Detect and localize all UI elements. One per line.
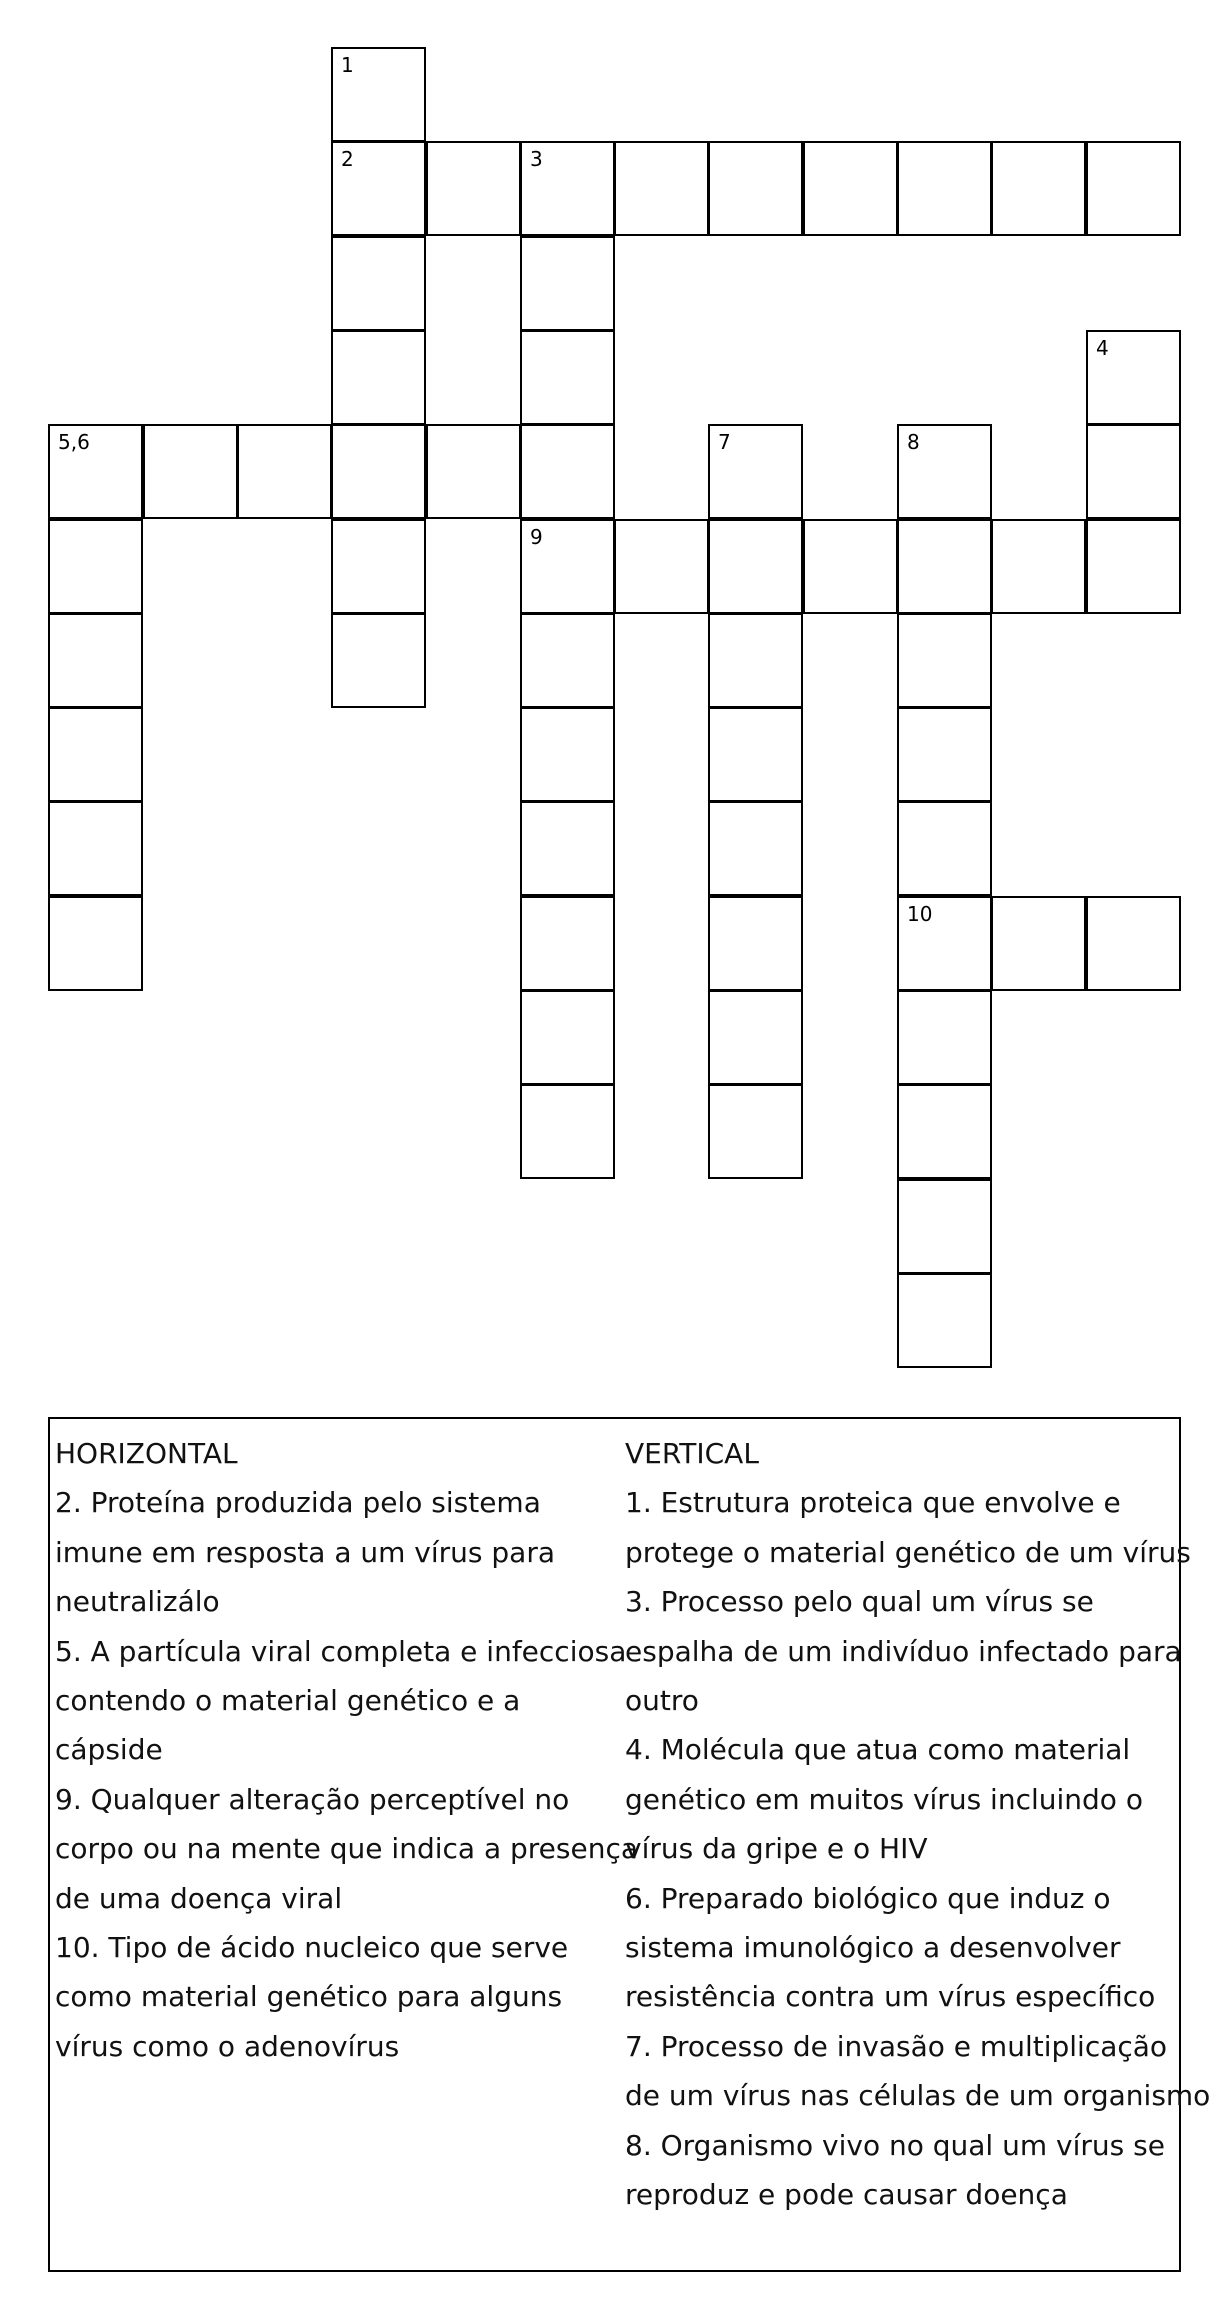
crossword-cell[interactable]	[803, 141, 898, 236]
horizontal-heading: HORIZONTAL	[55, 1437, 238, 1470]
clue-number: 5,6	[58, 430, 90, 454]
horizontal-clue-line: 2. Proteína produzida pelo sistema	[55, 1486, 541, 1520]
crossword-cell[interactable]	[897, 424, 992, 519]
crossword-cell[interactable]	[48, 707, 143, 802]
crossword-cell[interactable]	[520, 707, 615, 802]
crossword-cell[interactable]	[708, 801, 803, 896]
vertical-clue-line: genético em muitos vírus incluindo o	[625, 1782, 1143, 1816]
clue-number: 4	[1096, 336, 1109, 360]
vertical-clue-line: protege o material genético de um vírus	[625, 1535, 1191, 1569]
crossword-cell[interactable]	[331, 47, 426, 142]
crossword-cell[interactable]	[48, 896, 143, 991]
crossword-cell[interactable]	[897, 613, 992, 708]
crossword-cell[interactable]	[708, 1084, 803, 1179]
vertical-clue-line: resistência contra um vírus específico	[625, 1980, 1156, 2014]
clue-number: 1	[341, 53, 354, 77]
horizontal-clue-line: 10. Tipo de ácido nucleico que serve	[55, 1931, 569, 1965]
horizontal-clue-line: de uma doença viral	[55, 1881, 343, 1915]
crossword-cell[interactable]	[331, 330, 426, 425]
crossword-cell[interactable]	[331, 424, 426, 519]
clue-number: 9	[530, 525, 543, 549]
crossword-cell[interactable]	[426, 141, 521, 236]
clue-number: 3	[530, 147, 543, 171]
crossword-cell[interactable]	[48, 424, 143, 519]
crossword-cell[interactable]	[991, 141, 1086, 236]
crossword-cell[interactable]	[48, 519, 143, 614]
vertical-heading: VERTICAL	[625, 1437, 759, 1470]
vertical-clue-line: 6. Preparado biológico que induz o	[625, 1881, 1111, 1915]
crossword-cell[interactable]	[520, 1084, 615, 1179]
horizontal-clue-line: imune em resposta a um vírus para	[55, 1535, 555, 1569]
crossword-cell[interactable]	[614, 519, 709, 614]
vertical-clue-line: sistema imunológico a desenvolver	[625, 1931, 1121, 1965]
crossword-cell[interactable]	[897, 1273, 992, 1368]
crossword-cell[interactable]	[897, 519, 992, 614]
vertical-clue-line: 4. Molécula que atua como material	[625, 1733, 1131, 1767]
horizontal-clues	[55, 1429, 639, 2071]
crossword-cell[interactable]	[897, 896, 992, 991]
crossword-cell[interactable]	[897, 1084, 992, 1179]
crossword-cell[interactable]	[48, 801, 143, 896]
crossword-cell[interactable]	[520, 141, 615, 236]
clues-box	[48, 1417, 1211, 2272]
crossword-cell[interactable]	[897, 990, 992, 1085]
clue-number: 2	[341, 147, 354, 171]
crossword-cell[interactable]	[520, 519, 615, 614]
vertical-clue-line: espalha de um indivíduo infectado para	[625, 1634, 1182, 1668]
clue-number: 7	[718, 430, 731, 454]
crossword-cell[interactable]	[708, 707, 803, 802]
crossword-cell[interactable]	[708, 519, 803, 614]
horizontal-clue-line: corpo ou na mente que indica a presença	[55, 1832, 639, 1866]
horizontal-clue-line: 5. A partícula viral completa e infecciosa	[55, 1634, 627, 1668]
crossword-cell[interactable]	[520, 990, 615, 1085]
crossword-cell[interactable]	[708, 990, 803, 1085]
vertical-clue-line: outro	[625, 1684, 699, 1718]
crossword-cell[interactable]	[237, 424, 332, 519]
horizontal-clue-line: contendo o material genético e a	[55, 1684, 521, 1718]
crossword-cell[interactable]	[1086, 330, 1181, 425]
vertical-clue-line: 7. Processo de invasão e multiplicação	[625, 2029, 1168, 2063]
crossword-cell[interactable]	[897, 141, 992, 236]
crossword-cell[interactable]	[991, 519, 1086, 614]
clue-number: 10	[907, 902, 933, 926]
crossword-cell[interactable]	[520, 801, 615, 896]
vertical-clue-line: vírus da gripe e o HIV	[625, 1832, 928, 1866]
crossword-cell[interactable]	[331, 236, 426, 331]
clue-number: 8	[907, 430, 920, 454]
crossword-cell[interactable]	[520, 613, 615, 708]
horizontal-clue-line: 9. Qualquer alteração perceptível no	[55, 1782, 570, 1816]
crossword-cell[interactable]	[991, 896, 1086, 991]
vertical-clue-line: de um vírus nas células de um organismo	[625, 2079, 1211, 2113]
crossword-cell[interactable]	[520, 896, 615, 991]
horizontal-clue-line: como material genético para alguns	[55, 1980, 563, 2014]
vertical-clues	[625, 1429, 1211, 2220]
crossword-cell[interactable]	[331, 613, 426, 708]
vertical-clue-line: 8. Organismo vivo no qual um vírus se	[625, 2128, 1165, 2162]
crossword-cell[interactable]	[520, 424, 615, 519]
crossword-cell[interactable]	[520, 330, 615, 425]
horizontal-clue-line: neutralizálo	[55, 1585, 220, 1619]
crossword-cell[interactable]	[708, 613, 803, 708]
vertical-clue-line: 1. Estrutura proteica que envolve e	[625, 1486, 1121, 1520]
crossword-cell[interactable]	[48, 613, 143, 708]
crossword-cell[interactable]	[803, 519, 898, 614]
horizontal-clue-line: cápside	[55, 1733, 163, 1767]
crossword-cell[interactable]	[708, 141, 803, 236]
horizontal-clue-line: vírus como o adenovírus	[55, 2029, 400, 2063]
crossword-cell[interactable]	[331, 141, 426, 236]
crossword-cell[interactable]	[1086, 141, 1181, 236]
crossword-cell[interactable]	[520, 236, 615, 331]
crossword-cell[interactable]	[1086, 896, 1181, 991]
crossword-cell[interactable]	[897, 707, 992, 802]
crossword-cell[interactable]	[708, 424, 803, 519]
crossword-cell[interactable]	[614, 141, 709, 236]
crossword-cell[interactable]	[897, 1179, 992, 1274]
crossword-cell[interactable]	[1086, 424, 1181, 519]
vertical-clue-line: 3. Processo pelo qual um vírus se	[625, 1585, 1094, 1619]
vertical-clue-line: reproduz e pode causar doença	[625, 2178, 1068, 2212]
crossword-cell[interactable]	[708, 896, 803, 991]
crossword-cell[interactable]	[143, 424, 238, 519]
crossword-cell[interactable]	[426, 424, 521, 519]
crossword-cell[interactable]	[1086, 519, 1181, 614]
crossword-cell[interactable]	[331, 519, 426, 614]
crossword-cell[interactable]	[897, 801, 992, 896]
